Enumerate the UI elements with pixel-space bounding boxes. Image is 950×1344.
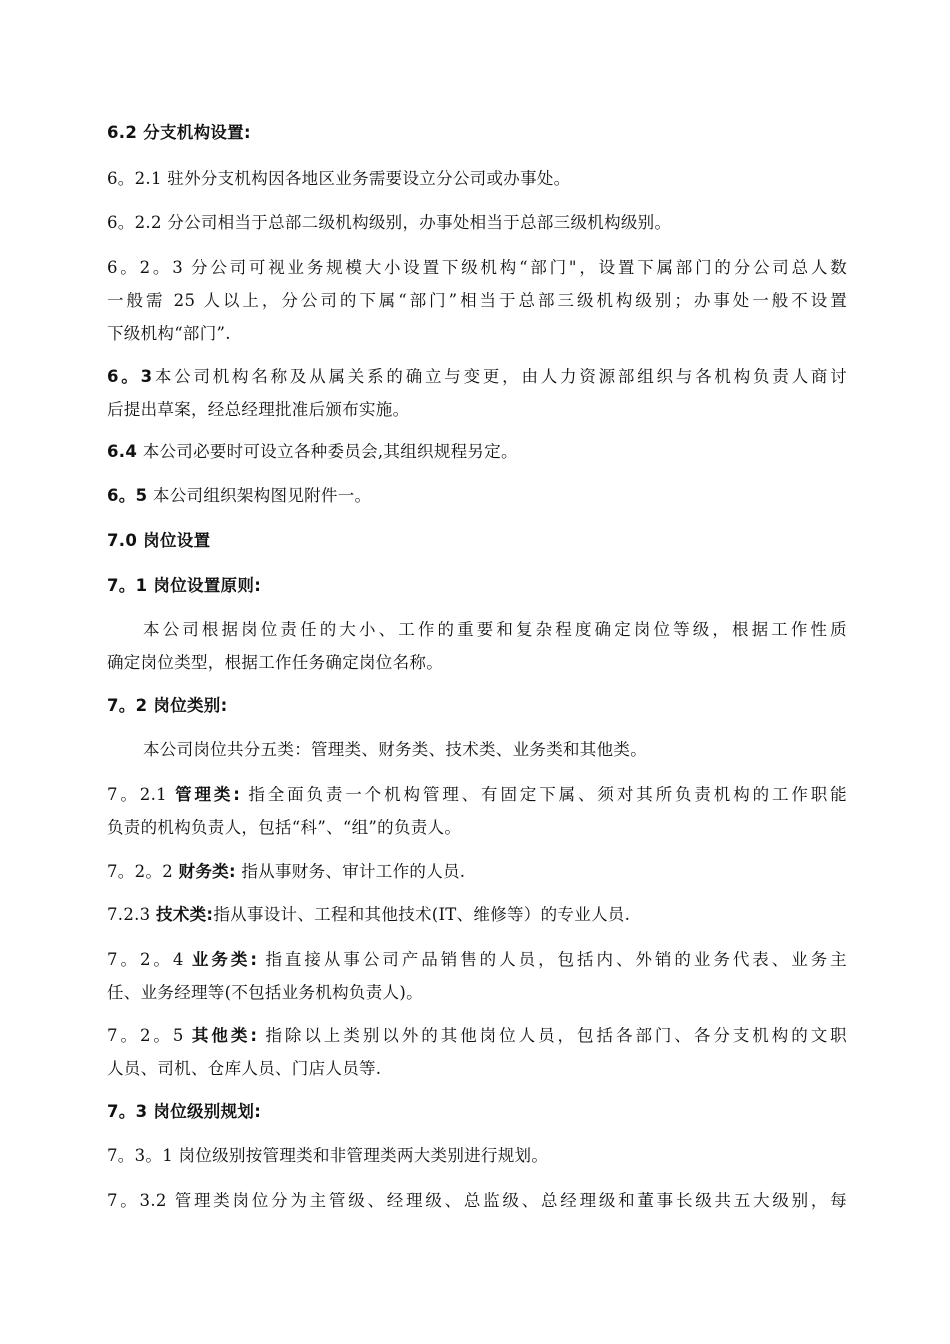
- category-term: 业务类:: [191, 950, 258, 969]
- paragraph-7-2-1-line1: [107, 778, 847, 812]
- paragraph-7-2-4-line1: [107, 943, 847, 977]
- clause-number: 7.2.3: [107, 905, 151, 924]
- paragraph-7-2-2: [107, 855, 847, 889]
- category-term: 其他类:: [191, 1026, 258, 1045]
- paragraph-6-2-3-line1: 6。2。3 分公司可视业务规模大小设置下级机构“部门"，设置下属部门的分公司总人数: [107, 258, 847, 277]
- paragraph-6-5: [107, 479, 847, 513]
- clause-number: 6。3: [107, 367, 153, 386]
- paragraph-6-3-line2: 后提出草案，经总经理批准后颁布实施。: [107, 400, 410, 419]
- clause-text: 本公司组织架构图见附件一。: [152, 486, 372, 505]
- paragraph-6-2-2: 6。2.2 分公司相当于总部二级机构级别，办事处相当于总部三级机构级别。: [107, 213, 672, 232]
- paragraph-6-3-line1: [107, 360, 847, 394]
- clause-number: 7。2。4: [107, 950, 184, 969]
- paragraph-7-2-5-line1: [107, 1019, 847, 1053]
- paragraph-7-3-1: 7。3。1 岗位级别按管理类和非管理类两大类别进行规划。: [107, 1146, 549, 1165]
- paragraph-7-2-4-line2: 任、业务经理等(不包括业务机构负责人)。: [107, 983, 423, 1002]
- clause-text: 本公司机构名称及从属关系的确立与变更，由人力资源部组织与各机构负责人商讨: [152, 367, 847, 386]
- clause-number: 7。2。5: [107, 1026, 184, 1045]
- paragraph-7-1-line2: 确定岗位类型，根据工作任务确定岗位名称。: [107, 653, 443, 672]
- clause-text: 指直接从事公司产品销售的人员，包括内、外销的业务代表、业务主: [265, 950, 847, 969]
- paragraph-7-2-5-line2: 人员、司机、仓库人员、门店人员等.: [107, 1059, 382, 1078]
- paragraph-6-2-3-line2: 一般需 25 人以上，分公司的下属“部门”相当于总部三级机构级别；办事处一般不设置: [107, 291, 847, 310]
- heading-7-3: 7。3 岗位级别规划:: [107, 1102, 262, 1121]
- paragraph-7-2: 本公司岗位共分五类：管理类、财务类、技术类、业务类和其他类。: [143, 740, 647, 759]
- heading-6-2: 6.2 分支机构设置:: [107, 123, 251, 142]
- clause-text: 指从事财务、审计工作的人员.: [241, 862, 466, 881]
- clause-text: 指除以上类别以外的其他岗位人员，包括各部门、各分支机构的文职: [265, 1026, 847, 1045]
- clause-text: 本公司必要时可设立各种委员会,其组织规程另定。: [142, 442, 518, 461]
- clause-text: 指全面负责一个机构管理、有固定下属、须对其所负责机构的工作职能: [248, 785, 847, 804]
- heading-7-0: 7.0 岗位设置: [107, 531, 211, 550]
- clause-number: 7。2。2: [107, 862, 173, 881]
- heading-7-2: 7。2 岗位类别:: [107, 696, 228, 715]
- paragraph-7-1-line1: 本公司根据岗位责任的大小、工作的重要和复杂程度确定岗位等级，根据工作性质: [143, 620, 847, 639]
- paragraph-7-2-1-line2: 负责的机构负责人，包括“科”、“组”的负责人。: [107, 818, 462, 837]
- category-term: 管理类:: [175, 785, 241, 804]
- clause-text: 指从事设计、工程和其他技术(IT、维修等）的专业人员.: [213, 905, 631, 924]
- paragraph-7-3-2: 7。3.2 管理类岗位分为主管级、经理级、总监级、总经理级和董事长级共五大级别，每: [107, 1191, 847, 1210]
- heading-7-1: 7。1 岗位设置原则:: [107, 576, 262, 595]
- category-term: 技术类:: [156, 905, 214, 924]
- paragraph-6-2-1: 6。2.1 驻外分支机构因各地区业务需要设立分公司或办事处。: [107, 169, 571, 188]
- paragraph-6-4: [107, 435, 847, 469]
- paragraph-6-2-3-line3: 下级机构“部门”.: [107, 324, 231, 343]
- clause-number: 7。2.1: [107, 785, 167, 804]
- category-term: 财务类:: [178, 862, 236, 881]
- clause-number: 6。5: [107, 486, 148, 505]
- clause-number: 6.4: [107, 442, 138, 461]
- paragraph-7-2-3: [107, 898, 847, 932]
